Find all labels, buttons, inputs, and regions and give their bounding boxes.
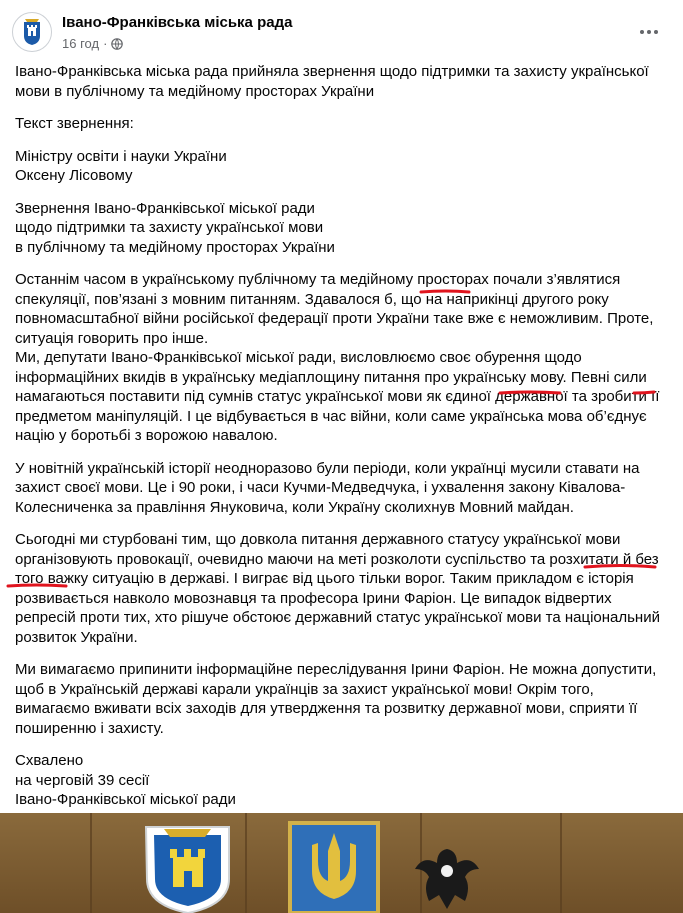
page-avatar[interactable] <box>12 12 52 52</box>
more-options-button[interactable] <box>631 18 667 46</box>
more-horizontal-icon <box>640 30 644 34</box>
paragraph-addressee: Міністру освіти і науки України Оксену Лісовому <box>15 147 227 184</box>
post-photo[interactable] <box>0 813 683 913</box>
post-header <box>12 10 671 56</box>
eagle-emblem-icon <box>412 841 482 913</box>
coat-of-arms-icon <box>13 13 51 51</box>
paragraph-signature: Схвалено на черговій 39 сесії Івано-Франківської міської ради <box>15 752 236 808</box>
post-text <box>15 62 670 842</box>
paragraph-label: Текст звернення: <box>15 115 134 132</box>
paragraph-intro: Івано-Франківська міська рада прийняла звернення щодо підтримки та захисту української мови в публічному та медійному просторах України <box>15 63 649 100</box>
paragraph-title: Звернення Івано-Франківської міської ради щодо підтримки та захисту української мови в публічному та медійному просторах України <box>15 199 335 256</box>
paragraph-body-1: Останнім часом в українському публічному та медійному просторах почали з’являтися спекуляції, пов’язані з мовним питанням. Здавалося б, що на наприкінці другого року повномасштабної війни російської федерації проти України таке вже є неможливим. Проте, ситуація говорить про інше. Ми, депутати Івано-Франківської міської ради, висловлюємо своє обурення щодо інформаційних вкидів в українську медіаплощину питання про українську мову. Певні сили намагаються поставити під сумнів статус української мови як єдиної державної та зробити її предметом маніпуляцій. І це відбувається в час війни, коли саме українська мова об’єднує націю у боротьбі з ворожою навалою. <box>15 271 660 444</box>
city-coat-of-arms-icon <box>140 819 235 913</box>
meta-separator: · <box>103 36 108 51</box>
globe-icon[interactable] <box>111 38 123 50</box>
paragraph-body-3: Сьогодні ми стурбовані тим, що довкола питання державного статусу української мови організовують провокації, очевидно маючи на меті розколоти суспільство та розхитати й без того важку ситуацію в державі. І виграє від цього тільки ворог. Таким прикладом є історія розвивається навколо мовознавця та професора Ірини Фаріон. Це випадок відвертих репресій проти тих, хто рішуче обстоює державний статус української мови та національний розвиток України. <box>15 531 660 646</box>
paragraph-body-4: Ми вимагаємо припинити інформаційне переслідування Ірини Фаріон. Не можна допустити, щоб в Українській державі карали українців за захист української мови! Окрім того, вимагаємо вживати всіх заходів для утвердження та розвитку державної мови, сприяти її поширенню і захисту. <box>15 661 657 737</box>
post-timestamp[interactable]: 16 год <box>62 36 100 51</box>
page-name-link[interactable]: Івано-Франківська міська рада <box>62 14 293 31</box>
state-trident-icon <box>284 819 384 913</box>
paragraph-body-2: У новітній українській історії неодноразово були періоди, коли українці мусили ставати на захист своєї мови. Це і 90 роки, і часи Кучми-Медведчука, і ухвалення закону Ківалова- Колесниченка за правління Януковича, коли Україну сколихнув Мовний майдан. <box>15 459 640 516</box>
post-meta <box>62 36 123 51</box>
